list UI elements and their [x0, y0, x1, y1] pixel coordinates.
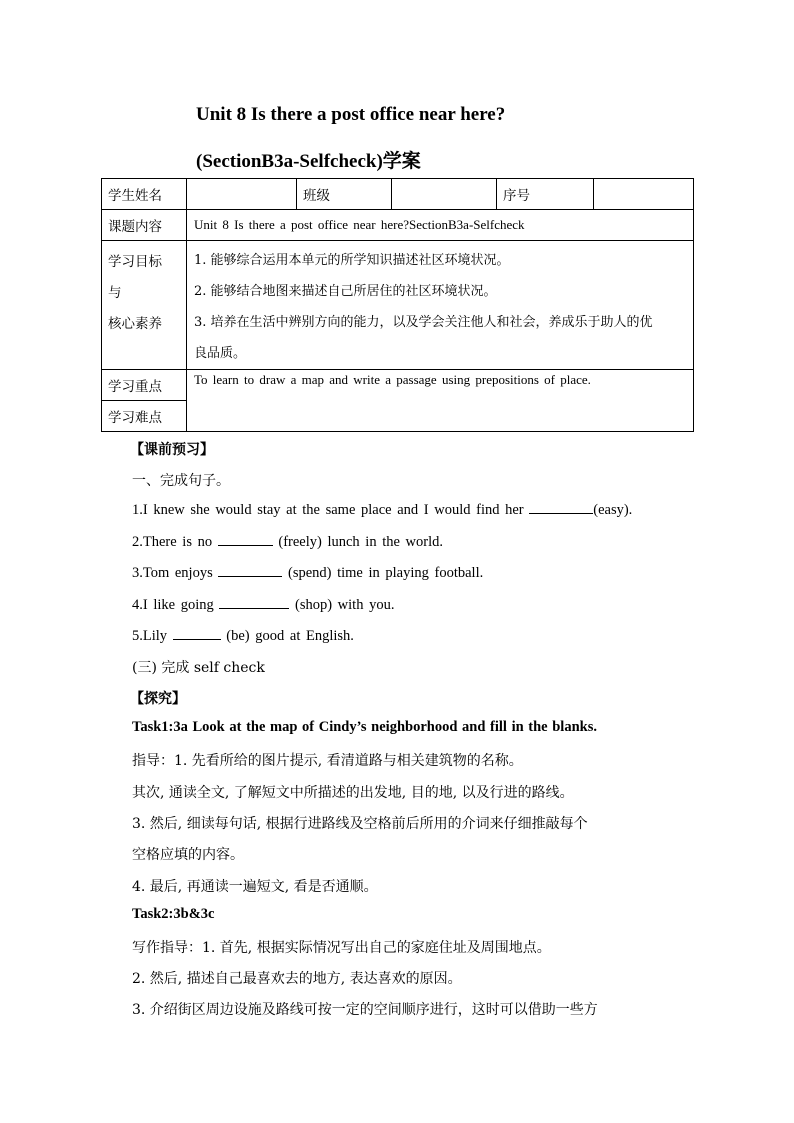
- number-field[interactable]: [594, 179, 694, 210]
- class-label: 班级: [297, 179, 392, 210]
- section1-heading: 一、完成句子。: [132, 473, 230, 489]
- objectives-label-2: 与: [108, 285, 122, 301]
- sentence-5-after: (be) good at English.: [220, 628, 354, 644]
- row-topic: [102, 210, 694, 241]
- task2-line-3: 3. 介绍街区周边设施及路线可按一定的空间顺序进行，这时可以借助一些方: [132, 1002, 598, 1018]
- sentence-3-after: (spend) time in playing football.: [282, 565, 484, 581]
- sentence-2-before: 2.There is no: [132, 534, 218, 550]
- sentence-1: [132, 501, 632, 519]
- section3-heading: (三) 完成 self check: [132, 660, 265, 676]
- sentence-5: [132, 627, 354, 645]
- sentence-3-before: 3.Tom enjoys: [132, 565, 219, 581]
- sentence-4-before: 4.I like going: [132, 597, 220, 613]
- number-label: 序号: [497, 179, 594, 210]
- task1-line-4: 空格应填的内容。: [132, 847, 244, 863]
- topic-value: Unit 8 Is there a post office near here?SectionB3a-Selfcheck: [187, 210, 694, 241]
- task1-line-3: 3. 然后, 细读每句话, 根据行进路线及空格前后所用的介词来仔细推敲每个: [132, 816, 588, 832]
- student-name-field[interactable]: [187, 179, 297, 210]
- sentence-2-blank[interactable]: [218, 533, 273, 546]
- task2-line-2: 2. 然后, 描述自己最喜欢去的地方, 表达喜欢的原因。: [132, 971, 462, 987]
- key-label: 学习重点: [102, 370, 187, 401]
- explore-heading: 【探究】: [130, 691, 186, 707]
- task1-line-5: 4. 最后, 再通读一遍短文, 看是否通顺。: [132, 879, 378, 895]
- objectives-content: [187, 241, 694, 370]
- sentence-4: [132, 596, 394, 614]
- topic-label: 课题内容: [102, 210, 187, 241]
- preview-heading: 【课前预习】: [130, 442, 214, 458]
- objectives-label: [102, 241, 187, 370]
- objective-3: 3. 培养在生活中辨别方向的能力，以及学会关注他人和社会，养成乐于助人的优: [194, 315, 653, 330]
- objective-2: 2. 能够结合地图来描述自己所居住的社区环境状况。: [194, 284, 497, 299]
- objective-1: 1. 能够综合运用本单元的所学知识描述社区环境状况。: [194, 253, 510, 268]
- row-objectives: [102, 241, 694, 370]
- student-name-label: 学生姓名: [102, 179, 187, 210]
- title-line-2: (SectionB3a-Selfcheck)学案: [196, 151, 421, 172]
- sentence-5-blank[interactable]: [173, 627, 221, 640]
- sentence-5-before: 5.Lily: [132, 628, 173, 644]
- sentence-1-blank[interactable]: [529, 501, 593, 514]
- sentence-2-after: (freely) lunch in the world.: [272, 534, 443, 550]
- sentence-2: [132, 533, 443, 551]
- key-value: To learn to draw a map and write a passage using prepositions of place.: [187, 370, 694, 432]
- info-table: [101, 178, 694, 432]
- difficulty-label: 学习难点: [102, 401, 187, 432]
- sentence-3-blank[interactable]: [218, 564, 282, 577]
- task1-line-1: 指导：1. 先看所给的图片提示, 看清道路与相关建筑物的名称。: [132, 753, 523, 769]
- class-field[interactable]: [392, 179, 497, 210]
- sentence-4-after: (shop) with you.: [289, 597, 395, 613]
- sentence-1-before: 1.I knew she would stay at the same place and I would find her: [132, 502, 530, 518]
- task2-line-1: 写作指导：1. 首先, 根据实际情况写出自己的家庭住址及周围地点。: [132, 940, 551, 956]
- row-student: [102, 179, 694, 210]
- sentence-3: [132, 564, 483, 582]
- task1-line-2: 其次, 通读全文, 了解短文中所描述的出发地, 目的地, 以及行进的路线。: [132, 785, 574, 801]
- row-key: [102, 370, 694, 401]
- sentence-4-blank[interactable]: [219, 596, 289, 609]
- objectives-label-3: 核心素养: [108, 316, 162, 332]
- objectives-label-1: 学习目标: [108, 254, 162, 270]
- title-line-1: Unit 8 Is there a post office near here?: [196, 104, 506, 125]
- objective-3-cont: 良品质。: [194, 346, 247, 361]
- task2-title: Task2:3b&3c: [132, 906, 215, 922]
- task1-title: Task1:3a Look at the map of Cindy’s neighborhood and fill in the blanks.: [132, 719, 597, 735]
- sentence-1-after: (easy).: [593, 502, 633, 518]
